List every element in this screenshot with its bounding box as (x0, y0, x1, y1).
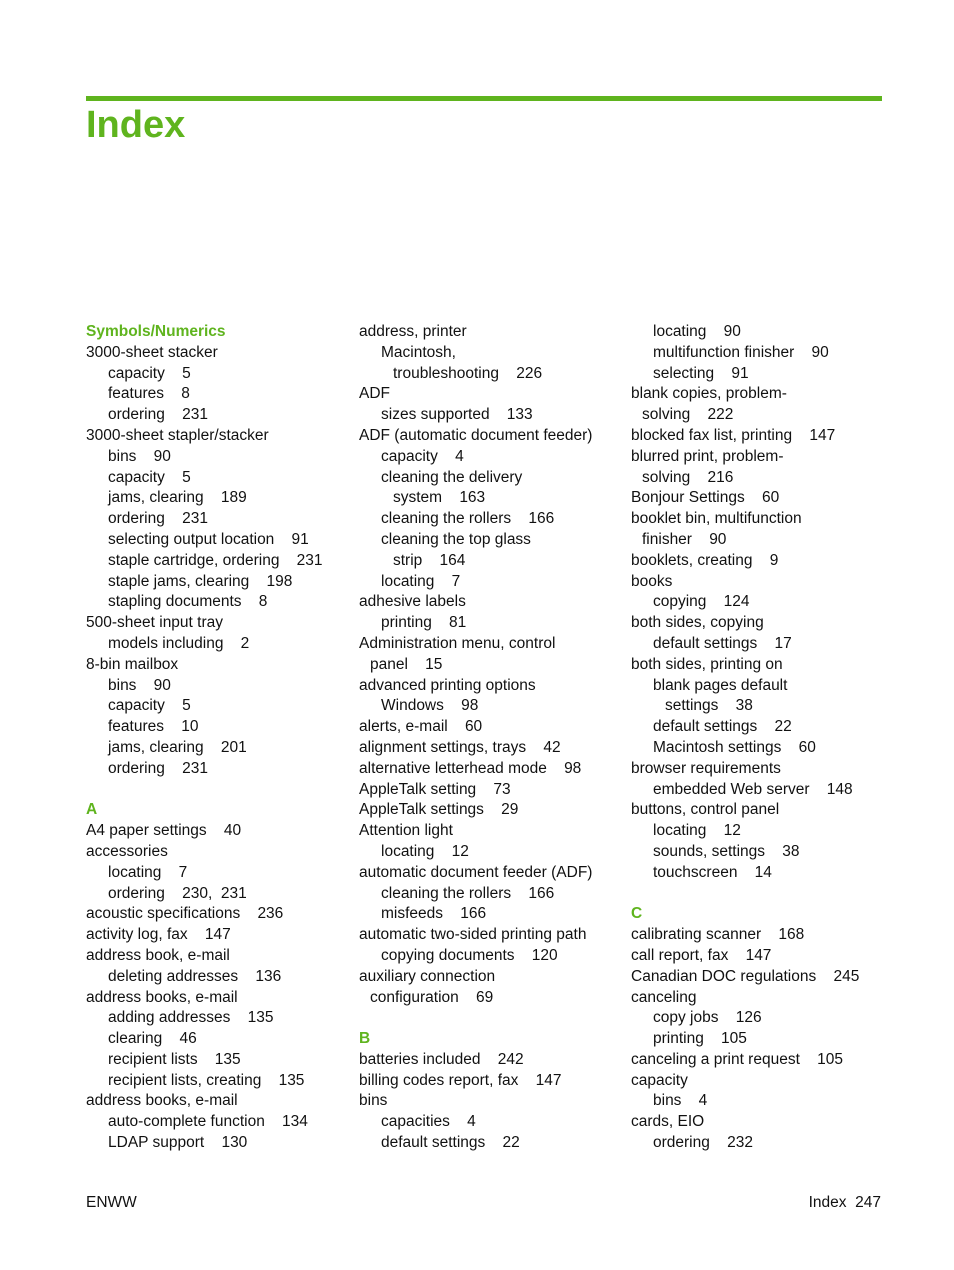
index-entry: default settings 17 (653, 634, 792, 652)
index-entry: printing 81 (381, 614, 467, 632)
index-entry: auxiliary connection (359, 967, 496, 985)
index-entry: canceling (631, 988, 697, 1006)
index-entry: solving 222 (642, 406, 734, 424)
index-entry: AppleTalk setting 73 (359, 780, 511, 798)
index-entry: batteries included 242 (359, 1050, 524, 1068)
index-entry: jams, clearing 201 (108, 738, 247, 756)
index-entry: locating 12 (381, 842, 469, 860)
index-entry: booklet bin, multifunction (631, 510, 802, 528)
index-entry: capacities 4 (381, 1113, 476, 1131)
index-entry: ADF (359, 385, 390, 403)
index-entry: selecting 91 (653, 364, 749, 382)
index-section-heading: C (631, 905, 643, 923)
index-entry: troubleshooting 226 (393, 364, 543, 382)
index-entry: ordering 231 (108, 510, 208, 528)
index-column-3 (631, 322, 899, 1154)
index-entry: 3000-sheet stapler/stacker (86, 426, 269, 444)
index-entry: copy jobs 126 (653, 1009, 762, 1027)
index-entry: adding addresses 135 (108, 1009, 274, 1027)
index-entry: stapling documents 8 (108, 593, 268, 611)
index-entry: advanced printing options (359, 676, 536, 694)
page-number: 247 (855, 1194, 881, 1211)
footer-right (809, 1193, 881, 1213)
index-entry: bins 90 (108, 676, 171, 694)
index-entry: buttons, control panel (631, 801, 780, 819)
index-entry: calibrating scanner 168 (631, 926, 805, 944)
index-entry: bins 4 (653, 1092, 708, 1110)
index-entry: address, printer (359, 323, 467, 340)
index-entry: booklets, creating 9 (631, 551, 779, 569)
index-entry: touchscreen 14 (653, 863, 772, 881)
index-entry: ordering 230, 231 (108, 884, 247, 902)
index-entry: alerts, e-mail 60 (359, 718, 483, 736)
index-entry: selecting output location 91 (108, 530, 309, 548)
index-entry: features 10 (108, 718, 199, 736)
index-entry: capacity 4 (381, 447, 464, 465)
index-entry: printing 105 (653, 1030, 747, 1048)
index-entry: canceling a print request 105 (631, 1050, 843, 1068)
index-entry: capacity 5 (108, 697, 191, 715)
index-entry: solving 216 (642, 468, 734, 486)
footer-section-label: Index (808, 1194, 847, 1211)
index-entry: deleting addresses 136 (108, 967, 282, 985)
index-entry: features 8 (108, 385, 190, 403)
index-entry: ADF (automatic document feeder) (359, 426, 593, 444)
index-entry: system 163 (393, 489, 486, 507)
index-entry: AppleTalk settings 29 (359, 801, 519, 819)
section-spacer (359, 1008, 627, 1029)
index-entry: Attention light (359, 822, 453, 840)
index-entry: both sides, printing on (631, 655, 783, 673)
index-entry: copying documents 120 (381, 946, 558, 964)
index-entry: Macintosh, (381, 343, 456, 361)
index-entry: finisher 90 (642, 530, 727, 548)
index-entry: configuration 69 (370, 988, 494, 1006)
index-entry: ordering 231 (108, 759, 208, 777)
index-entry: alignment settings, trays 42 (359, 738, 561, 756)
index-entry: default settings 22 (653, 718, 792, 736)
index-entry: locating 7 (108, 863, 188, 881)
index-entry: adhesive labels (359, 593, 466, 611)
index-entry: sounds, settings 38 (653, 842, 800, 860)
index-entry: address book, e-mail (86, 946, 230, 964)
index-entry: Canadian DOC regulations 245 (631, 967, 860, 985)
index-entry: Administration menu, control (359, 634, 556, 652)
index-entry: capacity 5 (108, 364, 191, 382)
title-rule (86, 96, 882, 101)
index-entry: blurred print, problem- (631, 447, 784, 465)
index-entry: books (631, 572, 673, 590)
index-entry: address books, e-mail (86, 1092, 238, 1110)
index-entry: capacity (631, 1071, 688, 1089)
index-entry: blocked fax list, printing 147 (631, 426, 836, 444)
index-entry: cards, EIO (631, 1113, 705, 1131)
index-entry: strip 164 (393, 551, 466, 569)
index-entry: staple cartridge, ordering 231 (108, 551, 323, 569)
index-entry: clearing 46 (108, 1030, 197, 1048)
index-entry: embedded Web server 148 (653, 780, 853, 798)
index-entry: cleaning the rollers 166 (381, 884, 555, 902)
index-entry: accessories (86, 842, 168, 860)
index-entry: 8-bin mailbox (86, 655, 179, 673)
section-spacer (86, 780, 354, 801)
index-entry: LDAP support 130 (108, 1134, 248, 1152)
index-entry: sizes supported 133 (381, 406, 533, 424)
index-entry: automatic document feeder (ADF) (359, 863, 593, 881)
index-entry: jams, clearing 189 (108, 489, 247, 507)
index-entry: recipient lists 135 (108, 1050, 241, 1068)
index-entry: both sides, copying (631, 614, 764, 632)
index-entry: activity log, fax 147 (86, 926, 231, 944)
index-entry: bins 90 (108, 447, 171, 465)
index-entry: misfeeds 166 (381, 905, 487, 923)
index-entry: locating 7 (381, 572, 461, 590)
index-entry: acoustic specifications 236 (86, 905, 284, 923)
section-spacer (631, 884, 899, 905)
index-entry: models including 2 (108, 634, 250, 652)
index-section-heading: B (359, 1030, 371, 1048)
index-entry: 500-sheet input tray (86, 614, 224, 632)
index-entry: blank copies, problem- (631, 385, 787, 403)
index-entry: cleaning the delivery (381, 468, 523, 486)
index-entry: panel 15 (370, 655, 443, 673)
index-entry: recipient lists, creating 135 (108, 1071, 305, 1089)
index-entry: 3000-sheet stacker (86, 343, 218, 361)
page-title: Index (86, 104, 186, 146)
index-entry: alternative letterhead mode 98 (359, 759, 582, 777)
index-section-heading: Symbols/Numerics (86, 323, 226, 340)
index-entry: Windows 98 (381, 697, 479, 715)
index-entry: call report, fax 147 (631, 946, 772, 964)
index-entry: auto-complete function 134 (108, 1113, 308, 1131)
index-section-heading: A (86, 801, 98, 819)
index-entry: staple jams, clearing 198 (108, 572, 293, 590)
index-entry: copying 124 (653, 593, 750, 611)
index-entry: cleaning the rollers 166 (381, 510, 555, 528)
index-entry: automatic two-sided printing path (359, 926, 587, 944)
index-entry: ordering 231 (108, 406, 208, 424)
index-column-2 (359, 322, 627, 1154)
index-entry: blank pages default (653, 676, 788, 694)
index-entry: address books, e-mail (86, 988, 238, 1006)
index-entry: locating 90 (653, 323, 741, 340)
footer-left: ENWW (86, 1194, 137, 1211)
index-entry: Bonjour Settings 60 (631, 489, 780, 507)
index-entry: A4 paper settings 40 (86, 822, 242, 840)
index-entry: multifunction finisher 90 (653, 343, 829, 361)
index-entry: browser requirements (631, 759, 781, 777)
index-entry: billing codes report, fax 147 (359, 1071, 562, 1089)
index-column-1 (86, 322, 354, 1154)
index-entry: Macintosh settings 60 (653, 738, 816, 756)
index-entry: locating 12 (653, 822, 741, 840)
index-entry: ordering 232 (653, 1134, 753, 1152)
index-entry: bins (359, 1092, 388, 1110)
index-entry: capacity 5 (108, 468, 191, 486)
index-entry: default settings 22 (381, 1134, 520, 1152)
index-entry: settings 38 (665, 697, 753, 715)
index-entry: cleaning the top glass (381, 530, 531, 548)
